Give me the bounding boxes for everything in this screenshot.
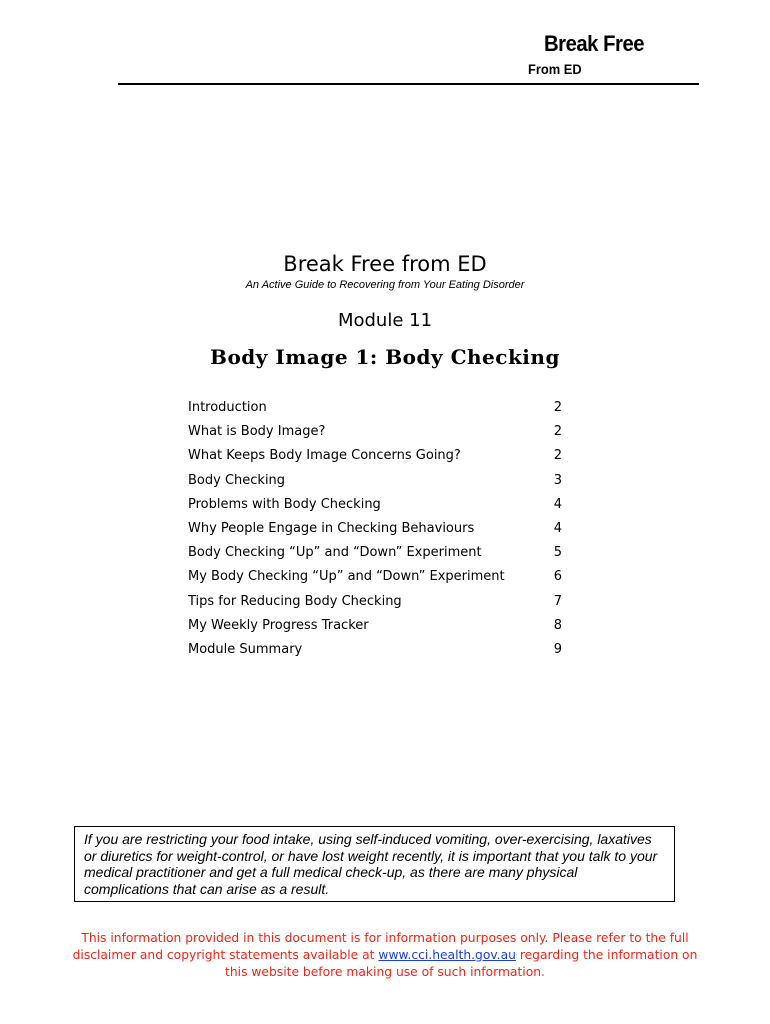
toc-item bbox=[188, 642, 564, 666]
document-title: Break Free from ED bbox=[283, 252, 487, 276]
toc-item-page: 4 bbox=[553, 496, 562, 512]
table-of-contents bbox=[188, 400, 564, 666]
toc-item-label: Why People Engage in Checking Behaviours bbox=[188, 520, 475, 536]
disclaimer-text-after: regarding the information on this website before making use of such information. bbox=[225, 948, 698, 979]
toc-item-page: 8 bbox=[553, 617, 562, 633]
toc-item-page: 6 bbox=[553, 569, 562, 585]
toc-item-label: Module Summary bbox=[188, 641, 303, 657]
toc-item-page: 5 bbox=[553, 545, 562, 561]
toc-item-label: My Weekly Progress Tracker bbox=[188, 617, 369, 633]
toc-item-page: 2 bbox=[553, 448, 562, 464]
toc-item-label: My Body Checking “Up” and “Down” Experiment bbox=[188, 569, 505, 585]
disclaimer bbox=[60, 930, 710, 981]
header-rule bbox=[118, 83, 699, 85]
toc-item-page: 9 bbox=[553, 641, 562, 657]
toc-item-label: Body Checking bbox=[188, 472, 286, 488]
toc-item-page: 7 bbox=[553, 593, 562, 609]
module-heading: Body Image 1: Body Checking bbox=[210, 345, 560, 369]
toc-item-page: 3 bbox=[553, 472, 562, 488]
medical-warning-box: If you are restricting your food intake, using self-induced vomiting, over-exercising, laxatives or diuretics for weight-control, or have lost weight recently, it is important that you talk to your medical practitioner and get a full medical check-up, as there are many physical complications that can arise as a result. bbox=[74, 826, 675, 902]
website-link[interactable]: www.cci.health.gov.au bbox=[378, 948, 516, 962]
toc-item-page: 4 bbox=[553, 520, 562, 536]
toc-item bbox=[188, 594, 564, 618]
toc-item-label: Problems with Body Checking bbox=[188, 496, 381, 512]
disclaimer-text-before: This information provided in this document is for information purposes only. Please refer to the full disclaimer and copyright statements available at bbox=[72, 931, 689, 962]
toc-item bbox=[188, 569, 564, 593]
module-label: Module 11 bbox=[337, 310, 433, 331]
toc-item-label: Body Checking “Up” and “Down” Experiment bbox=[188, 545, 482, 561]
toc-item-label: What is Body Image? bbox=[188, 424, 326, 440]
toc-item-label: Tips for Reducing Body Checking bbox=[188, 593, 402, 609]
toc-item bbox=[188, 400, 564, 424]
toc-item bbox=[188, 497, 564, 521]
toc-item-page: 2 bbox=[553, 424, 562, 440]
brand-title: Break Free bbox=[544, 31, 645, 56]
toc-item bbox=[188, 473, 564, 497]
toc-item bbox=[188, 545, 564, 569]
toc-item bbox=[188, 424, 564, 448]
toc-item bbox=[188, 618, 564, 642]
toc-item-label: Introduction bbox=[188, 400, 267, 415]
toc-item-page: 2 bbox=[553, 400, 562, 415]
document-subtitle: An Active Guide to Recovering from Your Eating Disorder bbox=[245, 279, 525, 291]
toc-item-label: What Keeps Body Image Concerns Going? bbox=[188, 448, 461, 464]
toc-item bbox=[188, 448, 564, 472]
brand-subtitle: From ED bbox=[528, 61, 582, 77]
toc-item bbox=[188, 521, 564, 545]
